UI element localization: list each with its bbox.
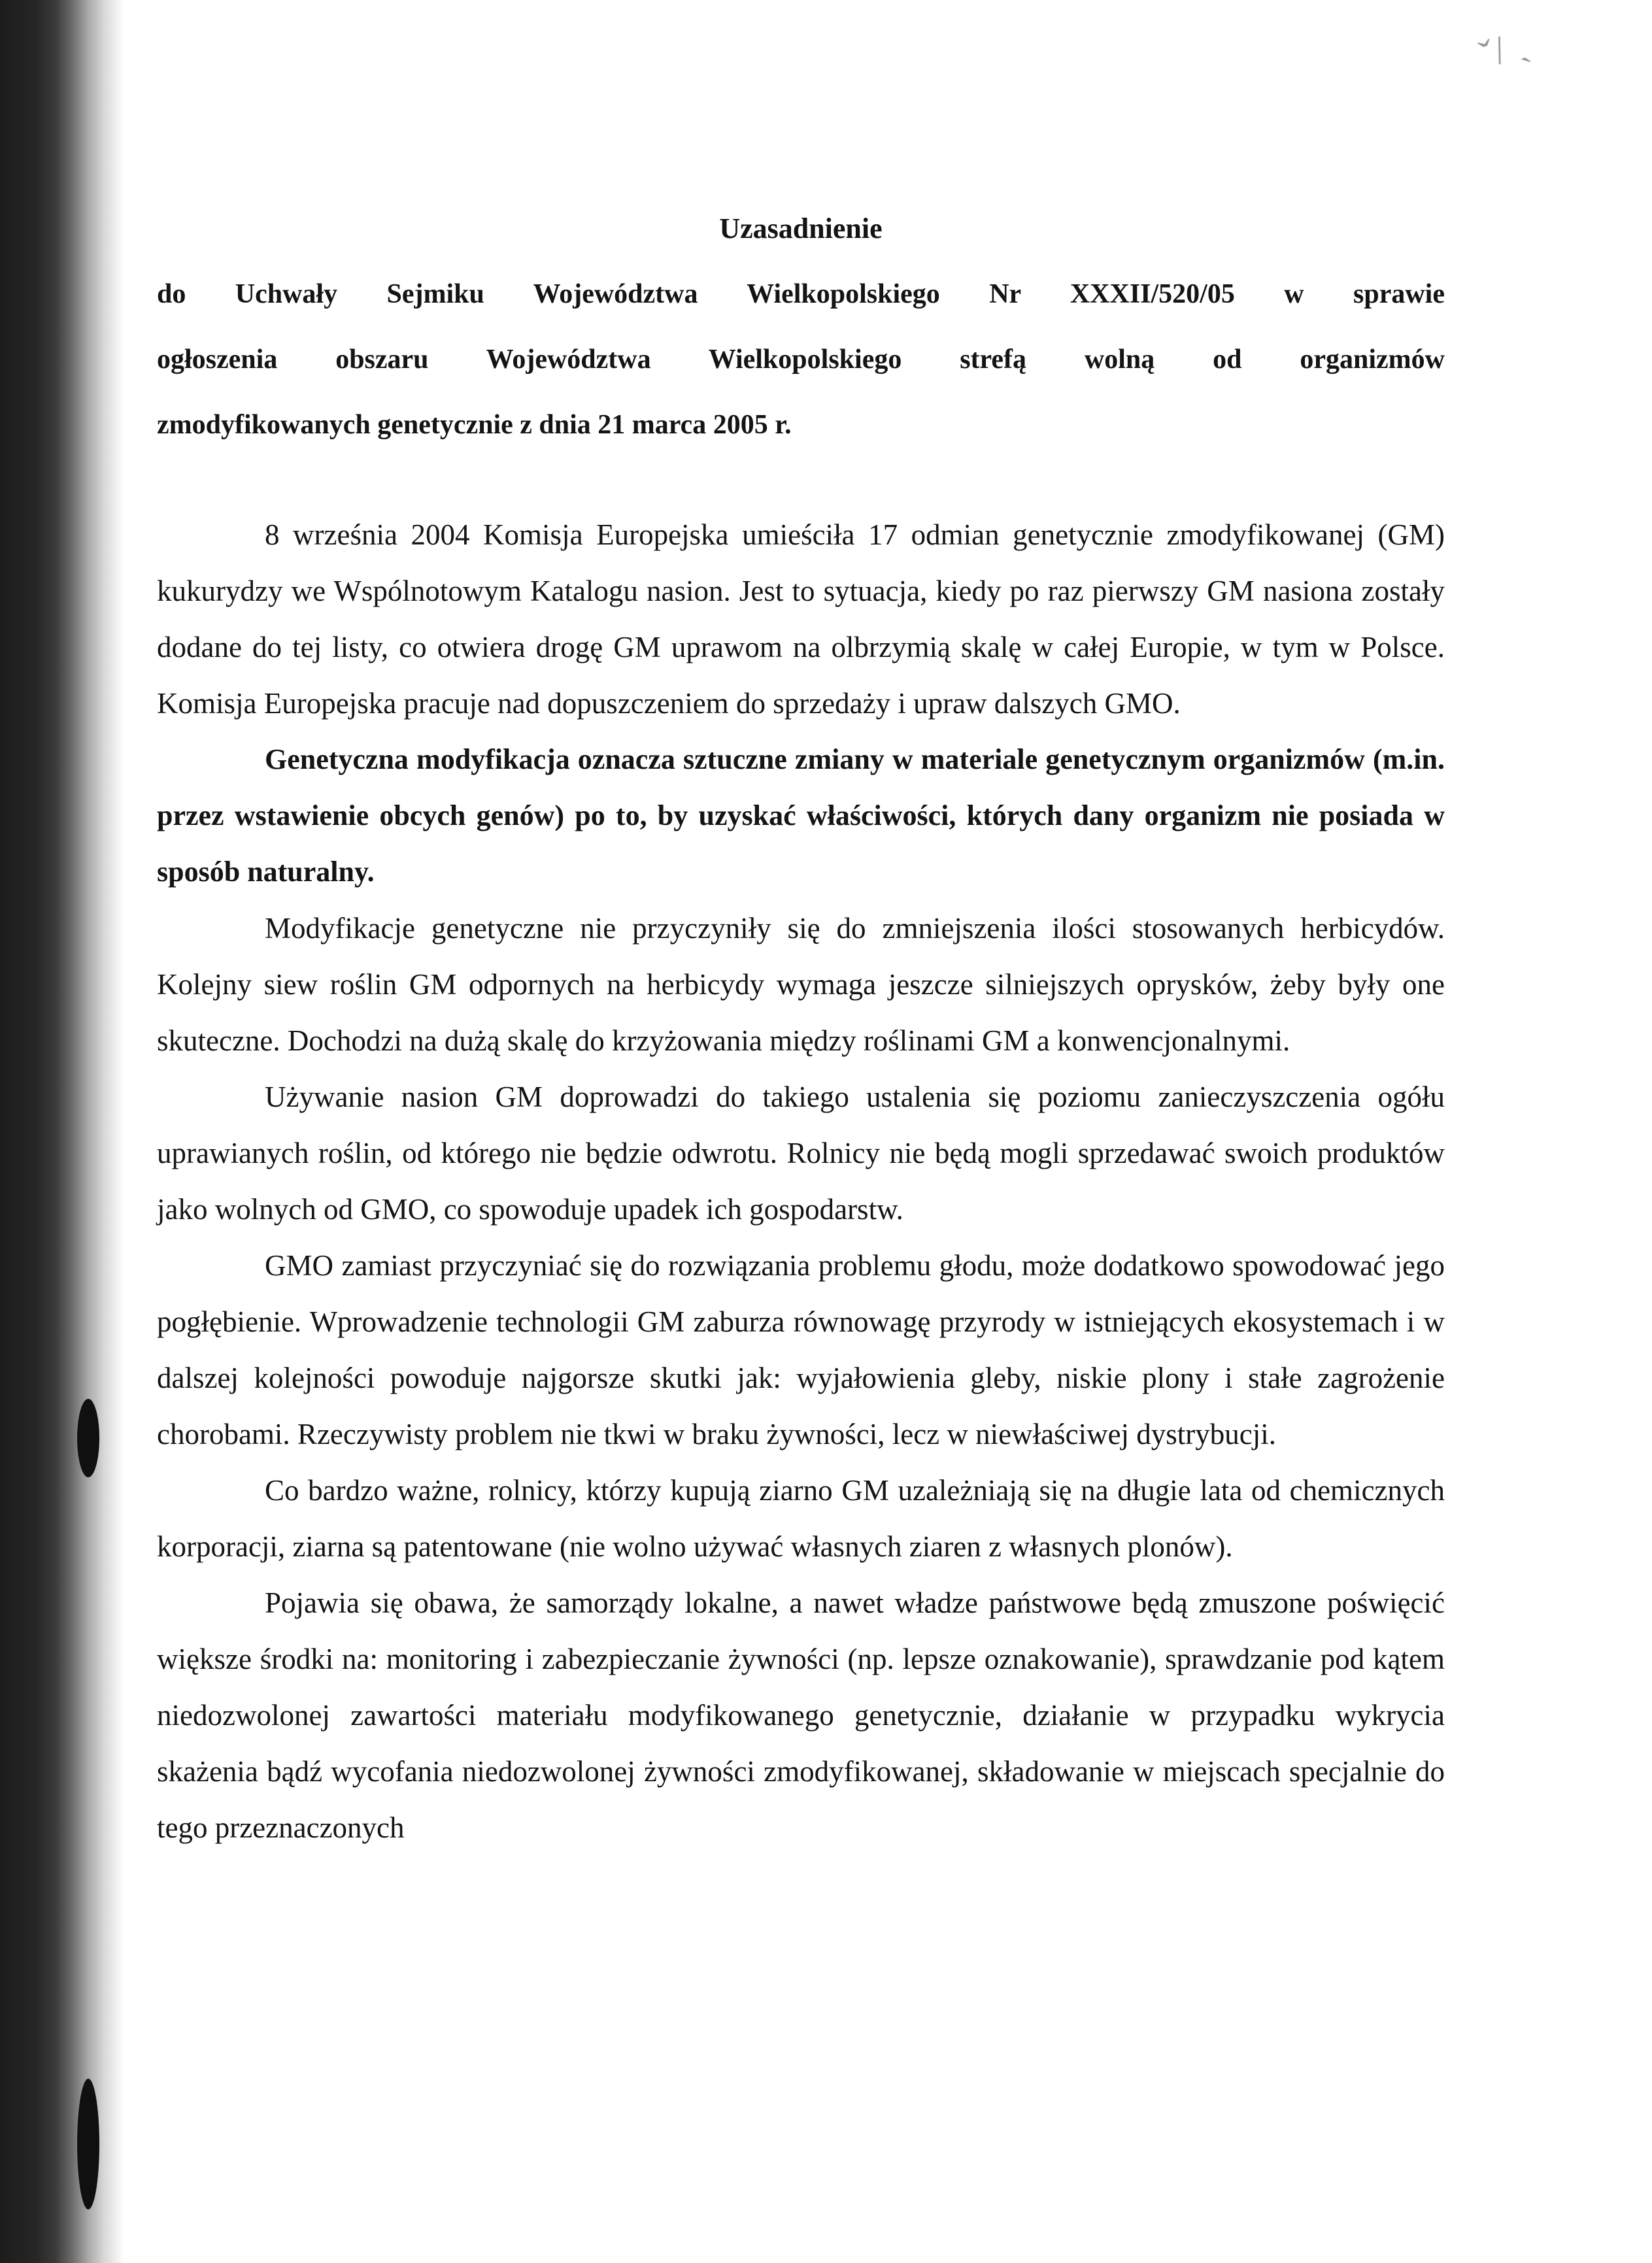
paragraph-definition: Genetyczna modyfikacja oznacza sztuczne zmiany w materiale genetycznym organizmów (m.in. przez wstawienie obcych genów) po to, by uzyskać właściwości, których dany organizm nie posiada w sposób naturalny. xyxy=(157,743,1445,888)
binder-hole xyxy=(77,2079,99,2209)
document-heading: Uzasadnienie xyxy=(719,212,883,244)
pencil-mark: ˇ/ ˎ xyxy=(1475,20,1534,77)
resolution-title-line: do Uchwały Sejmiku Województwa Wielkopolskiego Nr XXXII/520/05 w sprawie xyxy=(157,279,1445,309)
binder-hole xyxy=(77,1399,99,1477)
paragraph: Pojawia się obawa, że samorządy lokalne, a nawet władze państwowe będą zmuszone poświęcić większe środki na: monitoring i zabezpieczanie żywności (np. lepsze oznakowanie), sprawdzanie pod kątem niedozwolonej zawartości materiału modyfikowanego genetycznie, działanie w przypadku wykrycia skażenia bądź wycofania niedozwolonej żywności zmodyfikowanej, składowanie w miejscach specjalnie do tego przeznaczonych xyxy=(157,1586,1445,1844)
scan-shadow-edge xyxy=(0,0,124,2263)
paragraph: Używanie nasion GM doprowadzi do takiego ustalenia się poziomu zanieczyszczenia ogółu uprawianych roślin, od którego nie będzie odwrotu. Rolnicy nie będą mogli sprzedawać swoich produktów jako wolnych od GMO, co spowoduje upadek ich gospodarstw. xyxy=(157,1081,1445,1226)
paragraph: GMO zamiast przyczyniać się do rozwiązania problemu głodu, może dodatkowo spowodować jego pogłębienie. Wprowadzenie technologii GM zaburza równowagę przyrody w istniejących ekosystemach i w dalszej kolejności powoduje najgorsze skutki jak: wyjałowienia gleby, niskie plony i stałe zagrożenie chorobami. Rzeczywisty problem nie tkwi w braku żywności, lecz w niewłaściwej dystrybucji. xyxy=(157,1249,1445,1450)
paragraph: Co bardzo ważne, rolnicy, którzy kupują ziarno GM uzależniają się na długie lata od chemicznych korporacji, ziarna są patentowane (nie wolno używać własnych ziaren z własnych plonów). xyxy=(157,1474,1445,1563)
paragraph: Modyfikacje genetyczne nie przyczyniły się do zmniejszenia ilości stosowanych herbicydów. Kolejny siew roślin GM odpornych na herbicydy wymaga jeszcze silniejszych oprysków, żeby były one skuteczne. Dochodzi na dużą skalę do krzyżowania między roślinami GM a konwencjonalnymi. xyxy=(157,912,1445,1057)
resolution-title-line: ogłoszenia obszaru Województwa Wielkopolskiego strefą wolną od organizmów xyxy=(157,344,1445,375)
resolution-title-line: zmodyfikowanych genetycznie z dnia 21 marca 2005 r. xyxy=(157,410,792,440)
paragraph: 8 września 2004 Komisja Europejska umieściła 17 odmian genetycznie zmodyfikowanej (GM) kukurydzy we Wspólnotowym Katalogu nasion. Jest to sytuacja, kiedy po raz pierwszy GM nasiona zostały dodane do tej listy, co otwiera drogę GM uprawom na olbrzymią skalę w całej Europie, w tym w Polsce. Komisja Europejska pracuje nad dopuszczeniem do sprzedaży i upraw dalszych GMO. xyxy=(157,518,1445,720)
section-spacer xyxy=(157,458,1445,507)
document-page xyxy=(157,196,1445,1856)
